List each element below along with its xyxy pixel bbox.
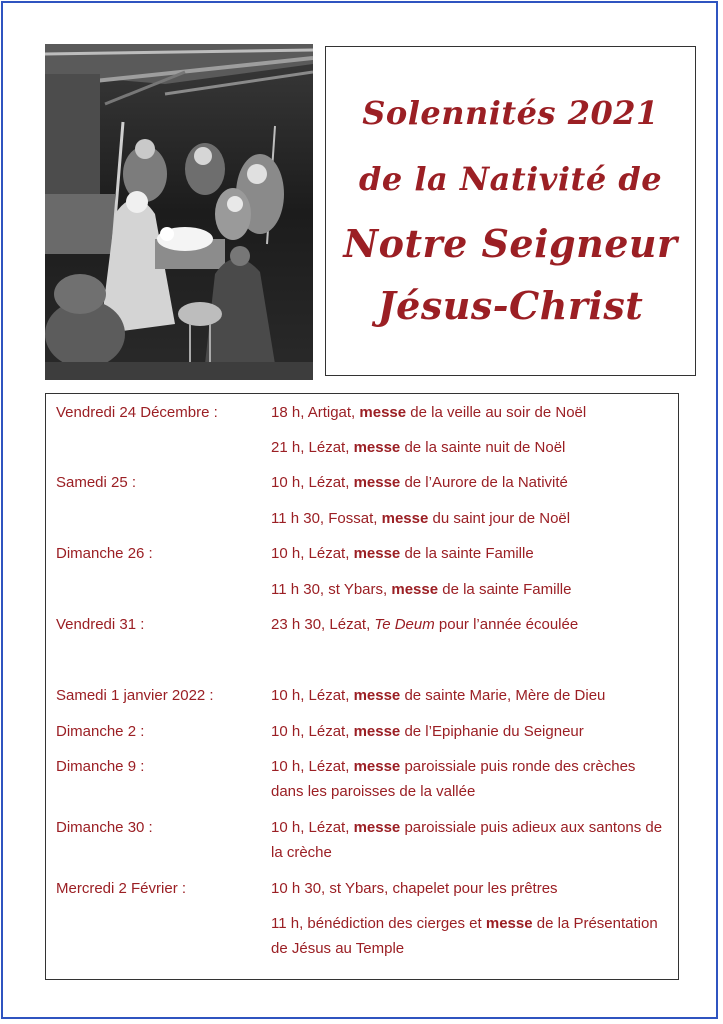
- schedule-event: 21 h, Lézat, messe de la sainte nuit de Noël: [271, 439, 566, 456]
- title-line-1: Solennités 2021: [362, 94, 659, 132]
- schedule-day: Samedi 25 :: [56, 474, 137, 491]
- schedule-day: Dimanche 2 :: [56, 723, 145, 740]
- schedule-day: Vendredi 24 Décembre :: [56, 404, 218, 421]
- title-line-3: Notre Seigneur: [343, 221, 678, 266]
- schedule-box: [45, 393, 679, 980]
- schedule-event: 18 h, Artigat, messe de la veille au soir de Noël: [271, 404, 587, 421]
- schedule-event: 10 h 30, st Ybars, chapelet pour les prêtres: [271, 880, 558, 897]
- schedule-event: 10 h, Lézat, messe de la sainte Famille: [271, 545, 534, 562]
- schedule-day: Dimanche 26 :: [56, 545, 153, 562]
- schedule-event: 11 h, bénédiction des cierges et messe de la Présentation de Jésus au Temple: [271, 915, 658, 957]
- schedule-event: 10 h, Lézat, messe paroissiale puis ronde des crèches dans les paroisses de la vallée: [271, 758, 636, 800]
- title-box: [325, 46, 696, 376]
- schedule-event: 11 h 30, Fossat, messe du saint jour de Noël: [271, 510, 571, 527]
- schedule-day: Dimanche 30 :: [56, 819, 153, 836]
- schedule-event: 10 h, Lézat, messe paroissiale puis adieux aux santons de la crèche: [271, 819, 663, 861]
- schedule-event: 10 h, Lézat, messe de l’Epiphanie du Seigneur: [271, 723, 584, 740]
- nativity-icon: [45, 44, 313, 380]
- schedule-event: 10 h, Lézat, messe de sainte Marie, Mère de Dieu: [271, 687, 606, 704]
- title-line-4: Jésus-Christ: [377, 283, 644, 328]
- schedule-day: Samedi 1 janvier 2022 :: [56, 687, 214, 704]
- schedule-day: Mercredi 2 Février :: [56, 880, 187, 897]
- nativity-engraving-image: [45, 44, 313, 380]
- schedule-event: 23 h 30, Lézat, Te Deum pour l’année écoulée: [271, 616, 579, 633]
- schedule-day: Dimanche 9 :: [56, 758, 145, 775]
- schedule-day: Vendredi 31 :: [56, 616, 145, 633]
- title-line-2: de la Nativité de: [358, 160, 663, 198]
- schedule-event: 10 h, Lézat, messe de l’Aurore de la Nativité: [271, 474, 568, 491]
- schedule-event: 11 h 30, st Ybars, messe de la sainte Famille: [271, 581, 572, 598]
